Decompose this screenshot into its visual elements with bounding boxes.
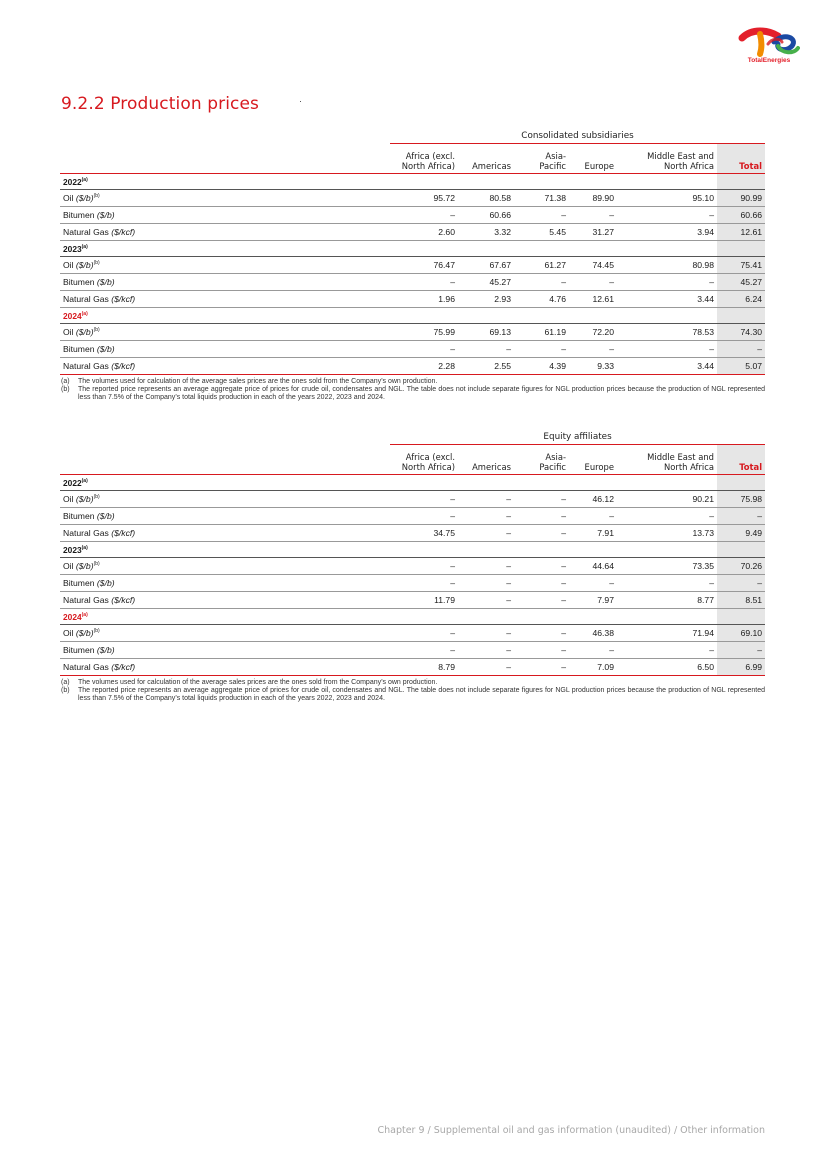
- row-label: Oil: [63, 260, 74, 270]
- table-cell: 8.79: [390, 659, 458, 676]
- year-row: [60, 609, 765, 625]
- table-cell: 45.27: [717, 274, 765, 291]
- table-cell: 80.98: [617, 257, 717, 274]
- column-header: Africa (excl. North Africa): [390, 144, 458, 174]
- table-cell: –: [617, 575, 717, 592]
- row-unit: ($/b): [75, 327, 94, 337]
- table-cell: 60.66: [717, 207, 765, 224]
- price-table-block: [60, 128, 765, 401]
- table-cell: –: [458, 341, 514, 358]
- table-cell: 45.27: [458, 274, 514, 291]
- column-header: Middle East and North Africa: [617, 144, 717, 174]
- table-cell: 3.32: [458, 224, 514, 241]
- footnote-text: The reported price represents an average aggregate price of prices for crude oil, condensates and NGL. The table does not include separate figures for NGL production prices because the production of NGL represented less than 7.5% of the Company’s total liquids production in each of the years 2022, 2023 and 2024.: [78, 686, 765, 702]
- table-row: [60, 257, 765, 274]
- footnote-key: (a): [61, 679, 70, 686]
- row-unit: ($/kcf): [111, 528, 136, 538]
- table-cell: –: [569, 274, 617, 291]
- table-cell: –: [514, 525, 569, 542]
- row-unit: ($/kcf): [111, 227, 136, 237]
- row-label: Natural Gas: [63, 595, 109, 605]
- table-cell: –: [514, 207, 569, 224]
- table-cell: 7.97: [569, 592, 617, 609]
- row-label: Oil: [63, 494, 74, 504]
- table-cell: 11.79: [390, 592, 458, 609]
- table-row: [60, 341, 765, 358]
- table-cell: 90.21: [617, 491, 717, 508]
- table-cell: 76.47: [390, 257, 458, 274]
- price-table: [60, 429, 765, 676]
- column-header: Africa (excl. North Africa): [390, 445, 458, 475]
- table-row: [60, 324, 765, 341]
- table-row: [60, 659, 765, 676]
- table-cell: 61.27: [514, 257, 569, 274]
- table-row: [60, 592, 765, 609]
- row-label: Bitumen: [63, 210, 95, 220]
- table-group-title: Consolidated subsidiaries: [390, 128, 765, 144]
- table-cell: 95.10: [617, 190, 717, 207]
- table-row: [60, 224, 765, 241]
- table-row: [60, 274, 765, 291]
- table-cell: –: [390, 274, 458, 291]
- table-cell: –: [458, 508, 514, 525]
- table-cell: 12.61: [569, 291, 617, 308]
- table-cell: –: [514, 508, 569, 525]
- table-cell: 7.09: [569, 659, 617, 676]
- row-unit: ($/b): [75, 260, 94, 270]
- year-label: 2023: [63, 544, 82, 555]
- row-label: Oil: [63, 193, 74, 203]
- row-unit: ($/kcf): [111, 294, 136, 304]
- row-unit: ($/b): [96, 578, 115, 588]
- table-cell: –: [514, 341, 569, 358]
- table-cell: –: [390, 341, 458, 358]
- footnote: [60, 386, 765, 402]
- table-cell: 74.45: [569, 257, 617, 274]
- year-row: [60, 174, 765, 190]
- year-label: 2024: [63, 310, 82, 321]
- table-row: [60, 358, 765, 375]
- row-unit: ($/b): [96, 277, 115, 287]
- row-label: Natural Gas: [63, 294, 109, 304]
- year-row: [60, 241, 765, 257]
- table-cell: 7.91: [569, 525, 617, 542]
- footnote-key: (b): [61, 385, 70, 393]
- table-cell: 70.26: [717, 558, 765, 575]
- price-table-block: [60, 429, 765, 702]
- year-label: 2022: [63, 176, 82, 187]
- table-cell: –: [458, 525, 514, 542]
- table-footnotes: [60, 679, 765, 702]
- table-cell: –: [617, 207, 717, 224]
- table-cell: –: [390, 491, 458, 508]
- table-row: [60, 575, 765, 592]
- table-group-title: Equity affiliates: [390, 429, 765, 445]
- table-cell: 1.96: [390, 291, 458, 308]
- table-cell: –: [514, 625, 569, 642]
- row-label: Natural Gas: [63, 361, 109, 371]
- table-cell: 89.90: [569, 190, 617, 207]
- footnote-marker: (a): [81, 243, 88, 250]
- footnote-key: (a): [61, 378, 70, 385]
- year-label: 2024: [63, 611, 82, 622]
- row-unit: ($/b): [75, 561, 94, 571]
- table-cell: 6.99: [717, 659, 765, 676]
- table-cell: 9.49: [717, 525, 765, 542]
- table-cell: –: [458, 642, 514, 659]
- table-cell: 9.33: [569, 358, 617, 375]
- column-header: Europe: [569, 445, 617, 475]
- table-cell: –: [390, 207, 458, 224]
- table-cell: 67.67: [458, 257, 514, 274]
- footnote-marker: (b): [93, 327, 100, 334]
- table-cell: 80.58: [458, 190, 514, 207]
- company-logo-text: TotalEnergies: [747, 57, 791, 64]
- table-cell: 5.07: [717, 358, 765, 375]
- footnote-marker: (b): [93, 561, 100, 568]
- table-cell: 4.39: [514, 358, 569, 375]
- table-cell: –: [569, 642, 617, 659]
- column-header: Middle East and North Africa: [617, 445, 717, 475]
- table-cell: 69.13: [458, 324, 514, 341]
- table-cell: –: [390, 642, 458, 659]
- year-row: [60, 308, 765, 324]
- footnote: [60, 378, 765, 386]
- row-label: Bitumen: [63, 578, 95, 588]
- table-cell: –: [514, 491, 569, 508]
- table-row: [60, 525, 765, 542]
- row-label: Oil: [63, 327, 74, 337]
- row-label: Oil: [63, 628, 74, 638]
- row-label: Natural Gas: [63, 227, 109, 237]
- table-cell: 75.98: [717, 491, 765, 508]
- table-cell: –: [514, 274, 569, 291]
- table-row: [60, 207, 765, 224]
- table-cell: –: [617, 274, 717, 291]
- stray-dot: [300, 101, 301, 102]
- footnote-marker: (a): [81, 176, 88, 183]
- table-cell: 71.38: [514, 190, 569, 207]
- footnote-marker: (a): [81, 310, 88, 317]
- year-row: [60, 475, 765, 491]
- table-cell: 74.30: [717, 324, 765, 341]
- table-cell: 5.45: [514, 224, 569, 241]
- table-cell: 6.24: [717, 291, 765, 308]
- table-cell: –: [458, 659, 514, 676]
- footnote-text: The volumes used for calculation of the average sales prices are the ones sold from the Company’s own production.: [78, 679, 438, 686]
- table-row: [60, 625, 765, 642]
- table-cell: –: [617, 508, 717, 525]
- footnote-text: The volumes used for calculation of the average sales prices are the ones sold from the Company’s own production.: [78, 378, 438, 385]
- table-cell: 75.99: [390, 324, 458, 341]
- table-cell: –: [458, 491, 514, 508]
- table-cell: –: [514, 558, 569, 575]
- row-unit: ($/kcf): [111, 662, 136, 672]
- table-cell: 69.10: [717, 625, 765, 642]
- row-label: Bitumen: [63, 277, 95, 287]
- table-cell: –: [390, 625, 458, 642]
- row-label: Bitumen: [63, 645, 95, 655]
- footnote: [60, 679, 765, 687]
- section-title: 9.2.2 Production prices: [61, 94, 259, 114]
- row-unit: ($/b): [75, 494, 94, 504]
- table-cell: 90.99: [717, 190, 765, 207]
- table-cell: –: [569, 341, 617, 358]
- table-cell: 60.66: [458, 207, 514, 224]
- table-cell: 4.76: [514, 291, 569, 308]
- table-row: [60, 508, 765, 525]
- row-unit: ($/b): [96, 645, 115, 655]
- column-header: Total: [717, 445, 765, 475]
- table-cell: –: [390, 575, 458, 592]
- footnote: [60, 687, 765, 703]
- footnote-marker: (a): [81, 611, 88, 618]
- footnote-marker: (b): [93, 260, 100, 267]
- table-cell: –: [514, 575, 569, 592]
- table-cell: 46.12: [569, 491, 617, 508]
- table-footnotes: [60, 378, 765, 401]
- column-header: Americas: [458, 445, 514, 475]
- column-header: Asia- Pacific: [514, 144, 569, 174]
- table-row: [60, 558, 765, 575]
- table-cell: –: [717, 508, 765, 525]
- table-cell: 3.94: [617, 224, 717, 241]
- table-cell: –: [717, 642, 765, 659]
- table-cell: –: [717, 341, 765, 358]
- row-unit: ($/b): [96, 210, 115, 220]
- table-cell: 12.61: [717, 224, 765, 241]
- row-label: Natural Gas: [63, 662, 109, 672]
- table-cell: –: [617, 642, 717, 659]
- table-cell: –: [514, 592, 569, 609]
- table-cell: 8.51: [717, 592, 765, 609]
- table-row: [60, 291, 765, 308]
- year-label: 2022: [63, 477, 82, 488]
- table-cell: 31.27: [569, 224, 617, 241]
- footnote-marker: (a): [81, 544, 88, 551]
- year-row: [60, 542, 765, 558]
- table-cell: –: [458, 625, 514, 642]
- table-cell: 2.60: [390, 224, 458, 241]
- footnote-marker: (b): [93, 193, 100, 200]
- row-label: Natural Gas: [63, 528, 109, 538]
- table-cell: –: [717, 575, 765, 592]
- table-row: [60, 491, 765, 508]
- table-cell: 78.53: [617, 324, 717, 341]
- table-cell: 46.38: [569, 625, 617, 642]
- table-cell: 8.77: [617, 592, 717, 609]
- table-cell: –: [458, 575, 514, 592]
- row-unit: ($/b): [96, 344, 115, 354]
- table-cell: 61.19: [514, 324, 569, 341]
- column-header: Asia- Pacific: [514, 445, 569, 475]
- column-header: Total: [717, 144, 765, 174]
- year-label: 2023: [63, 243, 82, 254]
- table-cell: –: [390, 558, 458, 575]
- table-cell: –: [569, 207, 617, 224]
- row-unit: ($/b): [75, 628, 94, 638]
- table-cell: 3.44: [617, 291, 717, 308]
- table-cell: 71.94: [617, 625, 717, 642]
- table-cell: 2.55: [458, 358, 514, 375]
- row-unit: ($/b): [96, 511, 115, 521]
- footnote-marker: (b): [93, 494, 100, 501]
- table-cell: –: [514, 642, 569, 659]
- column-header: Americas: [458, 144, 514, 174]
- table-cell: 73.35: [617, 558, 717, 575]
- table-cell: 6.50: [617, 659, 717, 676]
- page-footer: Chapter 9 / Supplemental oil and gas information (unaudited) / Other information: [377, 1125, 765, 1136]
- table-cell: 2.28: [390, 358, 458, 375]
- table-cell: –: [569, 575, 617, 592]
- price-table: [60, 128, 765, 375]
- footnote-marker: (a): [81, 477, 88, 484]
- row-label: Bitumen: [63, 344, 95, 354]
- table-cell: 95.72: [390, 190, 458, 207]
- row-label: Oil: [63, 561, 74, 571]
- footnote-text: The reported price represents an average aggregate price of prices for crude oil, condensates and NGL. The table does not include separate figures for NGL production prices because the production of NGL represented less than 7.5% of the Company’s total liquids production in each of the years 2022, 2023 and 2024.: [78, 385, 765, 401]
- table-cell: 34.75: [390, 525, 458, 542]
- table-cell: 75.41: [717, 257, 765, 274]
- footnote-key: (b): [61, 686, 70, 694]
- table-cell: –: [458, 558, 514, 575]
- row-unit: ($/kcf): [111, 595, 136, 605]
- table-cell: 2.93: [458, 291, 514, 308]
- table-cell: –: [617, 341, 717, 358]
- row-unit: ($/kcf): [111, 361, 136, 371]
- footnote-marker: (b): [93, 628, 100, 635]
- row-unit: ($/b): [75, 193, 94, 203]
- table-cell: –: [458, 592, 514, 609]
- table-row: [60, 642, 765, 659]
- table-cell: –: [390, 508, 458, 525]
- table-cell: –: [514, 659, 569, 676]
- table-cell: 13.73: [617, 525, 717, 542]
- table-cell: 44.64: [569, 558, 617, 575]
- table-cell: –: [569, 508, 617, 525]
- table-row: [60, 190, 765, 207]
- table-cell: 72.20: [569, 324, 617, 341]
- table-cell: 3.44: [617, 358, 717, 375]
- row-label: Bitumen: [63, 511, 95, 521]
- column-header: Europe: [569, 144, 617, 174]
